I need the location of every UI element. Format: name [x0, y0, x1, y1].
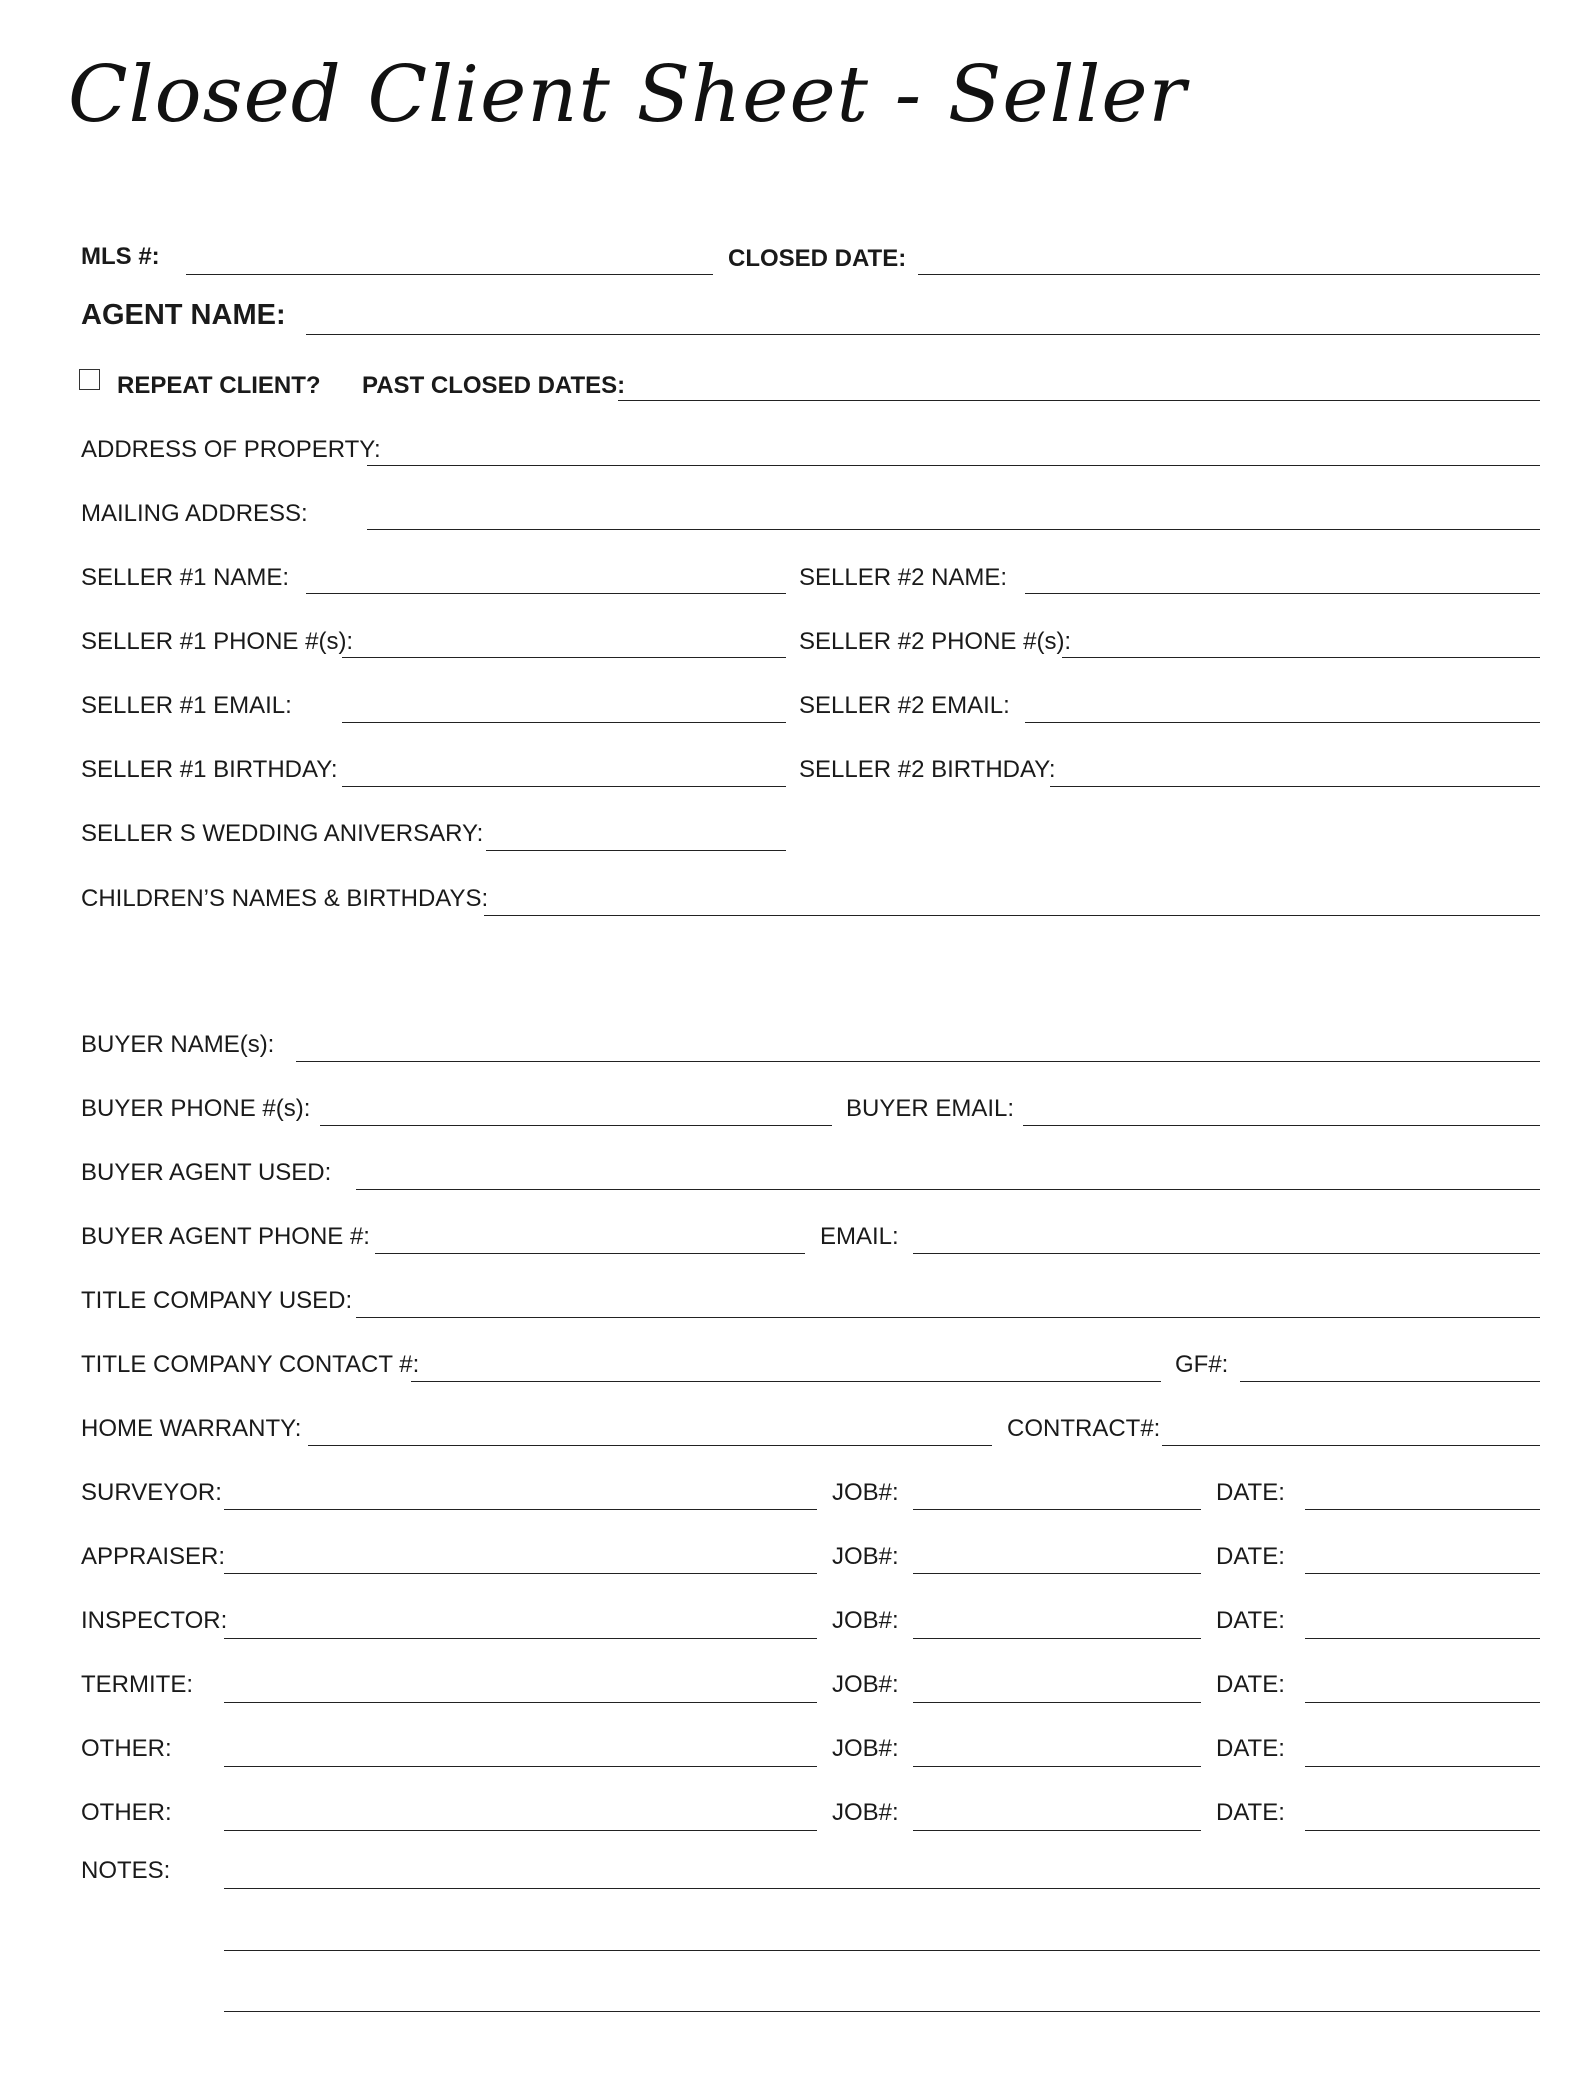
buyer-names-field[interactable] — [296, 1061, 1540, 1062]
vendor-name-field[interactable] — [224, 1830, 817, 1831]
mailing-address-label: MAILING ADDRESS: — [81, 500, 308, 527]
seller1-birthday-field[interactable] — [342, 786, 786, 787]
seller1-birthday-label: SELLER #1 BIRTHDAY: — [81, 756, 338, 783]
date-field[interactable] — [1305, 1702, 1540, 1703]
gf-label: GF#: — [1175, 1351, 1229, 1378]
vendor-name-field[interactable] — [224, 1573, 817, 1574]
address-of-property-field[interactable] — [367, 465, 1540, 466]
vendor-label: APPRAISER: — [81, 1543, 226, 1570]
vendor-label: SURVEYOR: — [81, 1479, 222, 1506]
closed-date-label: CLOSED DATE: — [728, 245, 907, 272]
date-label: DATE: — [1216, 1799, 1285, 1826]
job-field[interactable] — [913, 1766, 1201, 1767]
agent-name-field[interactable] — [306, 334, 1540, 335]
seller2-phone-field[interactable] — [1062, 657, 1540, 658]
job-field[interactable] — [913, 1509, 1201, 1510]
closed-date-field[interactable] — [918, 274, 1540, 275]
notes-label: NOTES: — [81, 1857, 171, 1884]
job-field[interactable] — [913, 1638, 1201, 1639]
date-field[interactable] — [1305, 1573, 1540, 1574]
seller1-phone-field[interactable] — [342, 657, 786, 658]
job-field[interactable] — [913, 1702, 1201, 1703]
title-company-contact-field[interactable] — [411, 1381, 1161, 1382]
mls-label: MLS #: — [81, 243, 160, 270]
job-label: JOB#: — [832, 1735, 899, 1762]
children-field[interactable] — [484, 915, 1540, 916]
agent-name-label: AGENT NAME: — [81, 299, 286, 331]
buyer-agent-phone-field[interactable] — [375, 1253, 805, 1254]
seller2-email-label: SELLER #2 EMAIL: — [799, 692, 1010, 719]
wedding-anniversary-label: SELLER S WEDDING ANIVERSARY: — [81, 820, 484, 847]
buyer-agent-used-field[interactable] — [356, 1189, 1540, 1190]
date-field[interactable] — [1305, 1766, 1540, 1767]
buyer-agent-phone-label: BUYER AGENT PHONE #: — [81, 1223, 370, 1250]
title-company-contact-label: TITLE COMPANY CONTACT #: — [81, 1351, 420, 1378]
date-label: DATE: — [1216, 1543, 1285, 1570]
title-company-used-label: TITLE COMPANY USED: — [81, 1287, 353, 1314]
buyer-email-field[interactable] — [1023, 1125, 1540, 1126]
contract-label: CONTRACT#: — [1007, 1415, 1161, 1442]
date-label: DATE: — [1216, 1607, 1285, 1634]
buyer-phone-field[interactable] — [320, 1125, 832, 1126]
job-field[interactable] — [913, 1830, 1201, 1831]
seller2-phone-label: SELLER #2 PHONE #(s): — [799, 628, 1072, 655]
buyer-agent-used-label: BUYER AGENT USED: — [81, 1159, 332, 1186]
home-warranty-label: HOME WARRANTY: — [81, 1415, 302, 1442]
date-field[interactable] — [1305, 1509, 1540, 1510]
notes-line[interactable] — [224, 1888, 1540, 1889]
vendor-label: OTHER: — [81, 1735, 172, 1762]
date-label: DATE: — [1216, 1479, 1285, 1506]
seller2-name-field[interactable] — [1025, 593, 1540, 594]
job-label: JOB#: — [832, 1543, 899, 1570]
mailing-address-field[interactable] — [367, 529, 1540, 530]
title-company-used-field[interactable] — [356, 1317, 1540, 1318]
buyer-names-label: BUYER NAME(s): — [81, 1031, 275, 1058]
children-label: CHILDREN’S NAMES & BIRTHDAYS: — [81, 885, 489, 912]
date-field[interactable] — [1305, 1830, 1540, 1831]
job-label: JOB#: — [832, 1671, 899, 1698]
buyer-agent-email-label: EMAIL: — [820, 1223, 899, 1250]
mls-field[interactable] — [186, 274, 713, 275]
seller1-name-label: SELLER #1 NAME: — [81, 564, 290, 591]
vendor-label: INSPECTOR: — [81, 1607, 228, 1634]
seller1-email-label: SELLER #1 EMAIL: — [81, 692, 292, 719]
notes-line[interactable] — [224, 2011, 1540, 2012]
notes-line[interactable] — [224, 1950, 1540, 1951]
date-field[interactable] — [1305, 1638, 1540, 1639]
home-warranty-field[interactable] — [308, 1445, 992, 1446]
job-field[interactable] — [913, 1573, 1201, 1574]
seller2-email-field[interactable] — [1025, 722, 1540, 723]
repeat-client-checkbox[interactable] — [79, 369, 100, 390]
contract-field[interactable] — [1162, 1445, 1540, 1446]
gf-field[interactable] — [1240, 1381, 1540, 1382]
date-label: DATE: — [1216, 1735, 1285, 1762]
vendor-name-field[interactable] — [224, 1638, 817, 1639]
buyer-agent-email-field[interactable] — [913, 1253, 1540, 1254]
seller1-phone-label: SELLER #1 PHONE #(s): — [81, 628, 354, 655]
wedding-anniversary-field[interactable] — [486, 850, 786, 851]
vendor-name-field[interactable] — [224, 1766, 817, 1767]
past-closed-dates-field[interactable] — [618, 400, 1540, 401]
address-of-property-label: ADDRESS OF PROPERTY: — [81, 436, 381, 463]
seller2-birthday-label: SELLER #2 BIRTHDAY: — [799, 756, 1056, 783]
seller2-birthday-field[interactable] — [1050, 786, 1540, 787]
vendor-label: OTHER: — [81, 1799, 172, 1826]
seller1-name-field[interactable] — [306, 593, 786, 594]
date-label: DATE: — [1216, 1671, 1285, 1698]
seller1-email-field[interactable] — [342, 722, 786, 723]
job-label: JOB#: — [832, 1799, 899, 1826]
job-label: JOB#: — [832, 1479, 899, 1506]
job-label: JOB#: — [832, 1607, 899, 1634]
repeat-client-label: REPEAT CLIENT? — [117, 372, 321, 399]
vendor-name-field[interactable] — [224, 1509, 817, 1510]
seller2-name-label: SELLER #2 NAME: — [799, 564, 1008, 591]
vendor-label: TERMITE: — [81, 1671, 193, 1698]
buyer-phone-label: BUYER PHONE #(s): — [81, 1095, 311, 1122]
form-title: Closed Client Sheet - Seller — [68, 50, 1187, 140]
buyer-email-label: BUYER EMAIL: — [846, 1095, 1015, 1122]
past-closed-dates-label: PAST CLOSED DATES: — [362, 372, 626, 399]
vendor-name-field[interactable] — [224, 1702, 817, 1703]
